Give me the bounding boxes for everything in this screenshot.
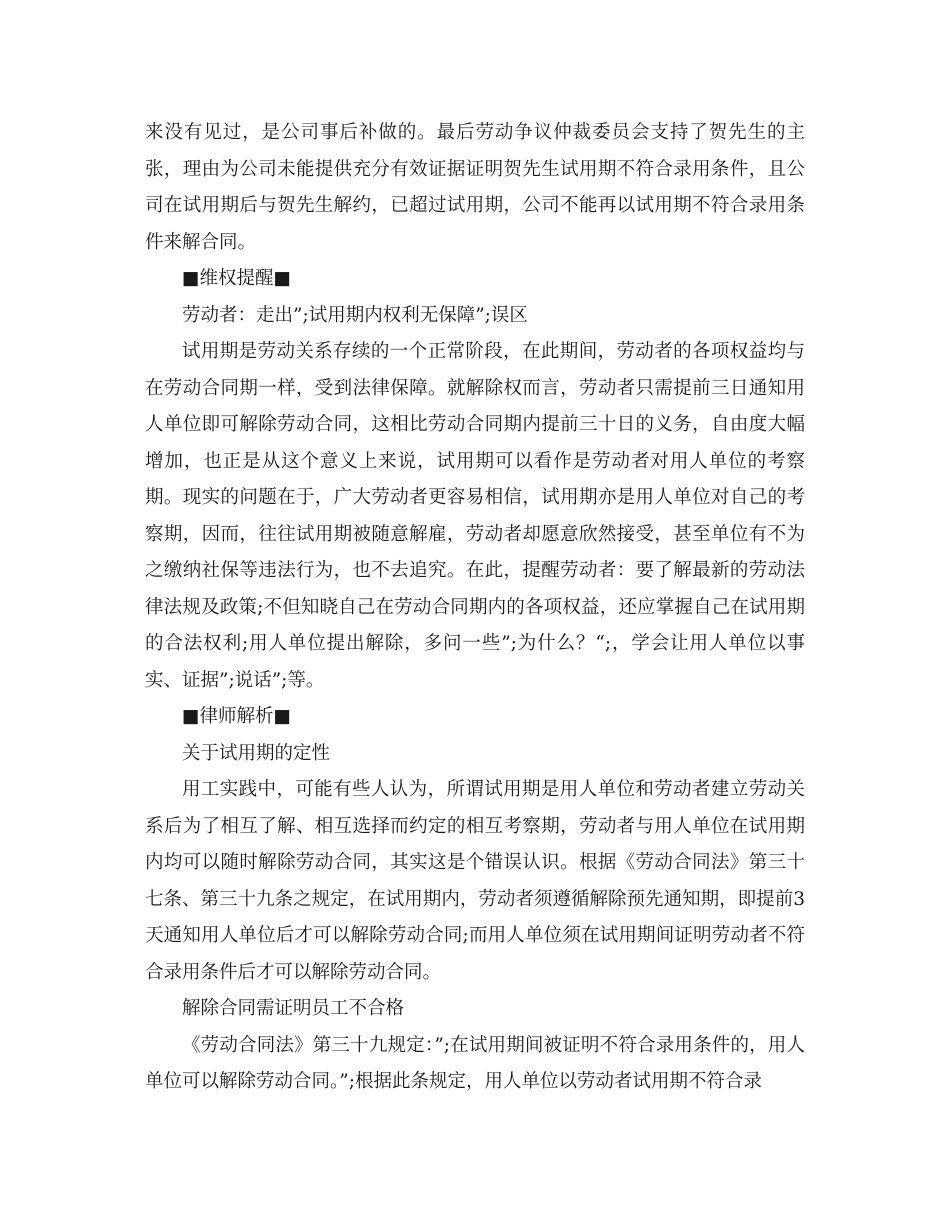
document-body <box>145 115 805 1101</box>
paragraph-article-39: 《劳动合同法》第三十九规定：”;在试用期间被证明不符合录用条件的，用人单位可以解除劳动合同。”;根据此条规定，用人单位以劳动者试用期不符合录 <box>145 1034 805 1092</box>
subheading-probation-nature: 关于试用期的定性 <box>182 742 331 764</box>
section-heading-rights-reminder: ■维权提醒■ <box>182 268 291 289</box>
paragraph-probation-rights: 试用期是劳动关系存续的一个正常阶段，在此期间，劳动者的各项权益均与在劳动合同期一样，受到法律保障。就解除权而言，劳动者只需提前三日通知用人单位即可解除劳动合同，这相比劳动合同期内提前三十日的义务，自由度大幅增加，也正是从这个意义上来说，试用期可以看作是劳动者对用人单位的考察期。现实的问题在于，广大劳动者更容易相信，试用期亦是用人单位对自己的考察期，因而，往往试用期被随意解雇，劳动者却愿意欣然接受，甚至单位有不为之缴纳社保等违法行为，也不去追究。在此，提醒劳动者：要了解最新的劳动法律法规及政策;不但知晓自己在劳动合同期内的各项权益，还应掌握自己在试用期的合法权利;用人单位提出解除，多问一些”;为什么？“;，学会让用人单位以事实、证据”;说话”;等。 <box>145 341 805 691</box>
subheading-termination-proof: 解除合同需证明员工不合格 <box>182 998 405 1019</box>
section-heading-lawyer-analysis: ■律师解析■ <box>182 706 291 727</box>
paragraph-case-conclusion: 来没有见过，是公司事后补做的。最后劳动争议仲裁委员会支持了贺先生的主张，理由为公司未能提供充分有效证据证明贺先生试用期不符合录用条件，且公司在试用期后与贺先生解约，已超过试用期，公司不能再以试用期不符合录用条件来解合同。 <box>145 122 805 253</box>
paragraph-probation-nature: 用工实践中，可能有些人认为，所谓试用期是用人单位和劳动者建立劳动关系后为了相互了解、相互选择而约定的相互考察期，劳动者与用人单位在试用期内均可以随时解除劳动合同，其实这是个错误认识。根据《劳动合同法》第三十七条、第三十九条之规定，在试用期内，劳动者须遵循解除预先通知期，即提前3天通知用人单位后才可以解除劳动合同;而用人单位须在试用期间证明劳动者不符合录用条件后才可以解除劳动合同。 <box>145 779 805 983</box>
subheading-worker-misconception: 劳动者：走出”;试用期内权利无保障”;误区 <box>182 304 528 326</box>
